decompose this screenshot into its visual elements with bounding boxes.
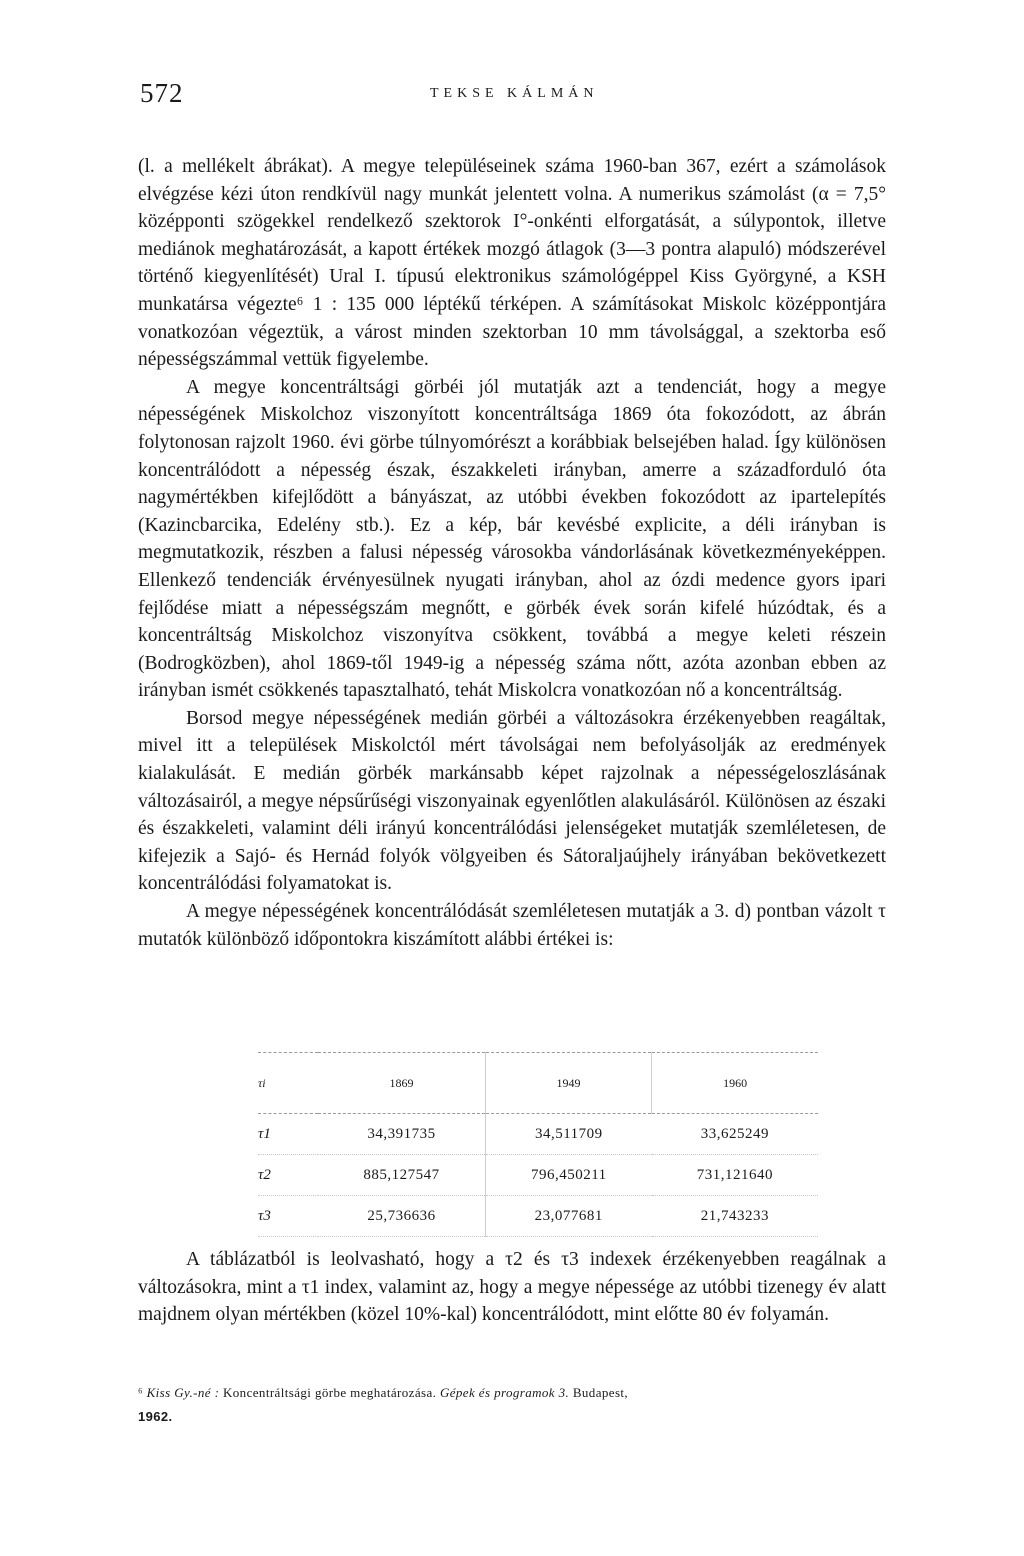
row-label: τ2 xyxy=(258,1155,318,1196)
post-table-text xyxy=(138,1246,886,1329)
column-header: τi xyxy=(258,1053,318,1114)
table-row xyxy=(258,1196,818,1237)
footnote-title: Koncentráltsági görbe meghatározása. xyxy=(222,1385,437,1400)
footnote-mark: ⁶ xyxy=(138,1385,143,1400)
paragraph: Borsod megye népességének medián görbéi a változásokra érzékenyebben reagáltak, mivel itt a települések Miskolctól mért távolságai nem befolyásolják az eredmények kialakulását. E medián görbék markánsabb képet rajzolnak a népességeloszlásának változásairól, a megye népsűrűségi viszonyainak egyenlőtlen alakulásáról. Különösen az északi és északkeleti, valamint déli irányú koncentrálódási jelenségeket mutatják szemléletesen, de kifejezik a Sajó- és Hernád folyók völgyeiben és Sátoraljaújhely irányában bekövetkezett koncentrálódási folyamatokat is. xyxy=(138,707,886,895)
footnote xyxy=(138,1381,886,1429)
paragraph: A táblázatból is leolvasható, hogy a τ2 és τ3 indexek érzékenyebben reagálnak a változásokra, mint a τ1 index, valamint az, hogy a megye népessége az utóbbi tizenegy év alatt majdnem olyan mértékben (közel 10%-kal) koncentrálódott, mint előtte 80 év folyamán. xyxy=(138,1249,886,1326)
page-number: 572 xyxy=(140,78,184,108)
table-cell: 731,121640 xyxy=(652,1155,818,1196)
tau-index-table xyxy=(258,1052,818,1237)
data-table xyxy=(258,1052,818,1237)
table-header-row xyxy=(258,1053,818,1114)
table-cell: 25,736636 xyxy=(318,1196,485,1237)
page-header xyxy=(140,78,885,118)
paragraph: A megye koncentráltsági görbéi jól mutatják azt a tendenciát, hogy a megye népességének Miskolchoz viszonyított koncentráltsága 1869 óta fokozódott, az ábrán folytonosan rajzolt 1960. évi görbe túlnyomórészt a korábbiak belsejében halad. Így különösen koncentrálódott a népesség észak, északkeleti irányban, amerre a századforduló óta nagymértékben kifejlődött a bányászat, az utóbbi években fokozódott az ipartelepítés (Kazincbarcika, Edelény stb.). Ez a kép, bár kevésbé explicite, a déli irányban is megmutatkozik, részben a falusi népesség városokba vándorlásának következményeképpen. Ellenkező tendenciák érvényesülnek nyugati irányban, ahol az ózdi medence gyors ipari fejlődése miatt a népességszám megnőtt, e görbék évek során kifelé húzódtak, és a koncentráltság Miskolchoz viszonyítva csökkent, továbbá a megye keleti részein (Bodrogközben), ahol 1869-től 1949-ig a népesség száma nőtt, azóta azonban ebben az irányban ismét csökkenés tapasztalható, tehát Miskolcra vonatkozóan nő a koncentráltság. xyxy=(138,376,886,702)
running-head: TEKSE KÁLMÁN xyxy=(430,86,599,101)
body-text xyxy=(138,153,886,953)
table-cell: 34,391735 xyxy=(318,1114,485,1155)
column-header: 1949 xyxy=(485,1053,651,1114)
column-header: 1960 xyxy=(652,1053,818,1114)
column-header: 1869 xyxy=(318,1053,485,1114)
table-cell: 23,077681 xyxy=(485,1196,651,1237)
table-cell: 21,743233 xyxy=(652,1196,818,1237)
footnote-source: Gépek és programok 3. xyxy=(439,1385,570,1400)
footnote-year: 1962. xyxy=(138,1409,173,1424)
table-cell: 34,511709 xyxy=(485,1114,651,1155)
table-row xyxy=(258,1114,818,1155)
paragraph: A megye népességének koncentrálódását szemléletesen mutatják a 3. d) pontban vázolt τ mutatók különböző időpontokra kiszámított alábbi értékei is: xyxy=(138,901,886,950)
table-cell: 885,127547 xyxy=(318,1155,485,1196)
table-row xyxy=(258,1155,818,1196)
footnote-place: Budapest, xyxy=(572,1385,629,1400)
paragraph: (l. a mellékelt ábrákat). A megye településeinek száma 1960-ban 367, ezért a számolások elvégzése kézi úton rendkívül nagy munkát jelentett volna. A numerikus számolást (α = 7,5° középponti szögekkel rendelkező szektorok I°-onkénti elforgatását, a súlypontok, illetve mediánok meghatározását, a kapott értékek mozgó átlagok (3—3 pontra alapuló) módszerével történő kiegyenlítését) Ural I. típusú elektronikus számológéppel Kiss Györgyné, a KSH munkatársa végezte⁶ 1 : 135 000 léptékű térképen. A számításokat Miskolc középpontjára vonatkozóan végeztük, a várost minden szektorban 10 mm távolsággal, a szektorba eső népességszámmal vettük figyelembe. xyxy=(138,156,886,371)
footnote-author: Kiss Gy.-né : xyxy=(146,1385,220,1400)
row-label: τ1 xyxy=(258,1114,318,1155)
table-cell: 796,450211 xyxy=(485,1155,651,1196)
row-label: τ3 xyxy=(258,1196,318,1237)
table-cell: 33,625249 xyxy=(652,1114,818,1155)
